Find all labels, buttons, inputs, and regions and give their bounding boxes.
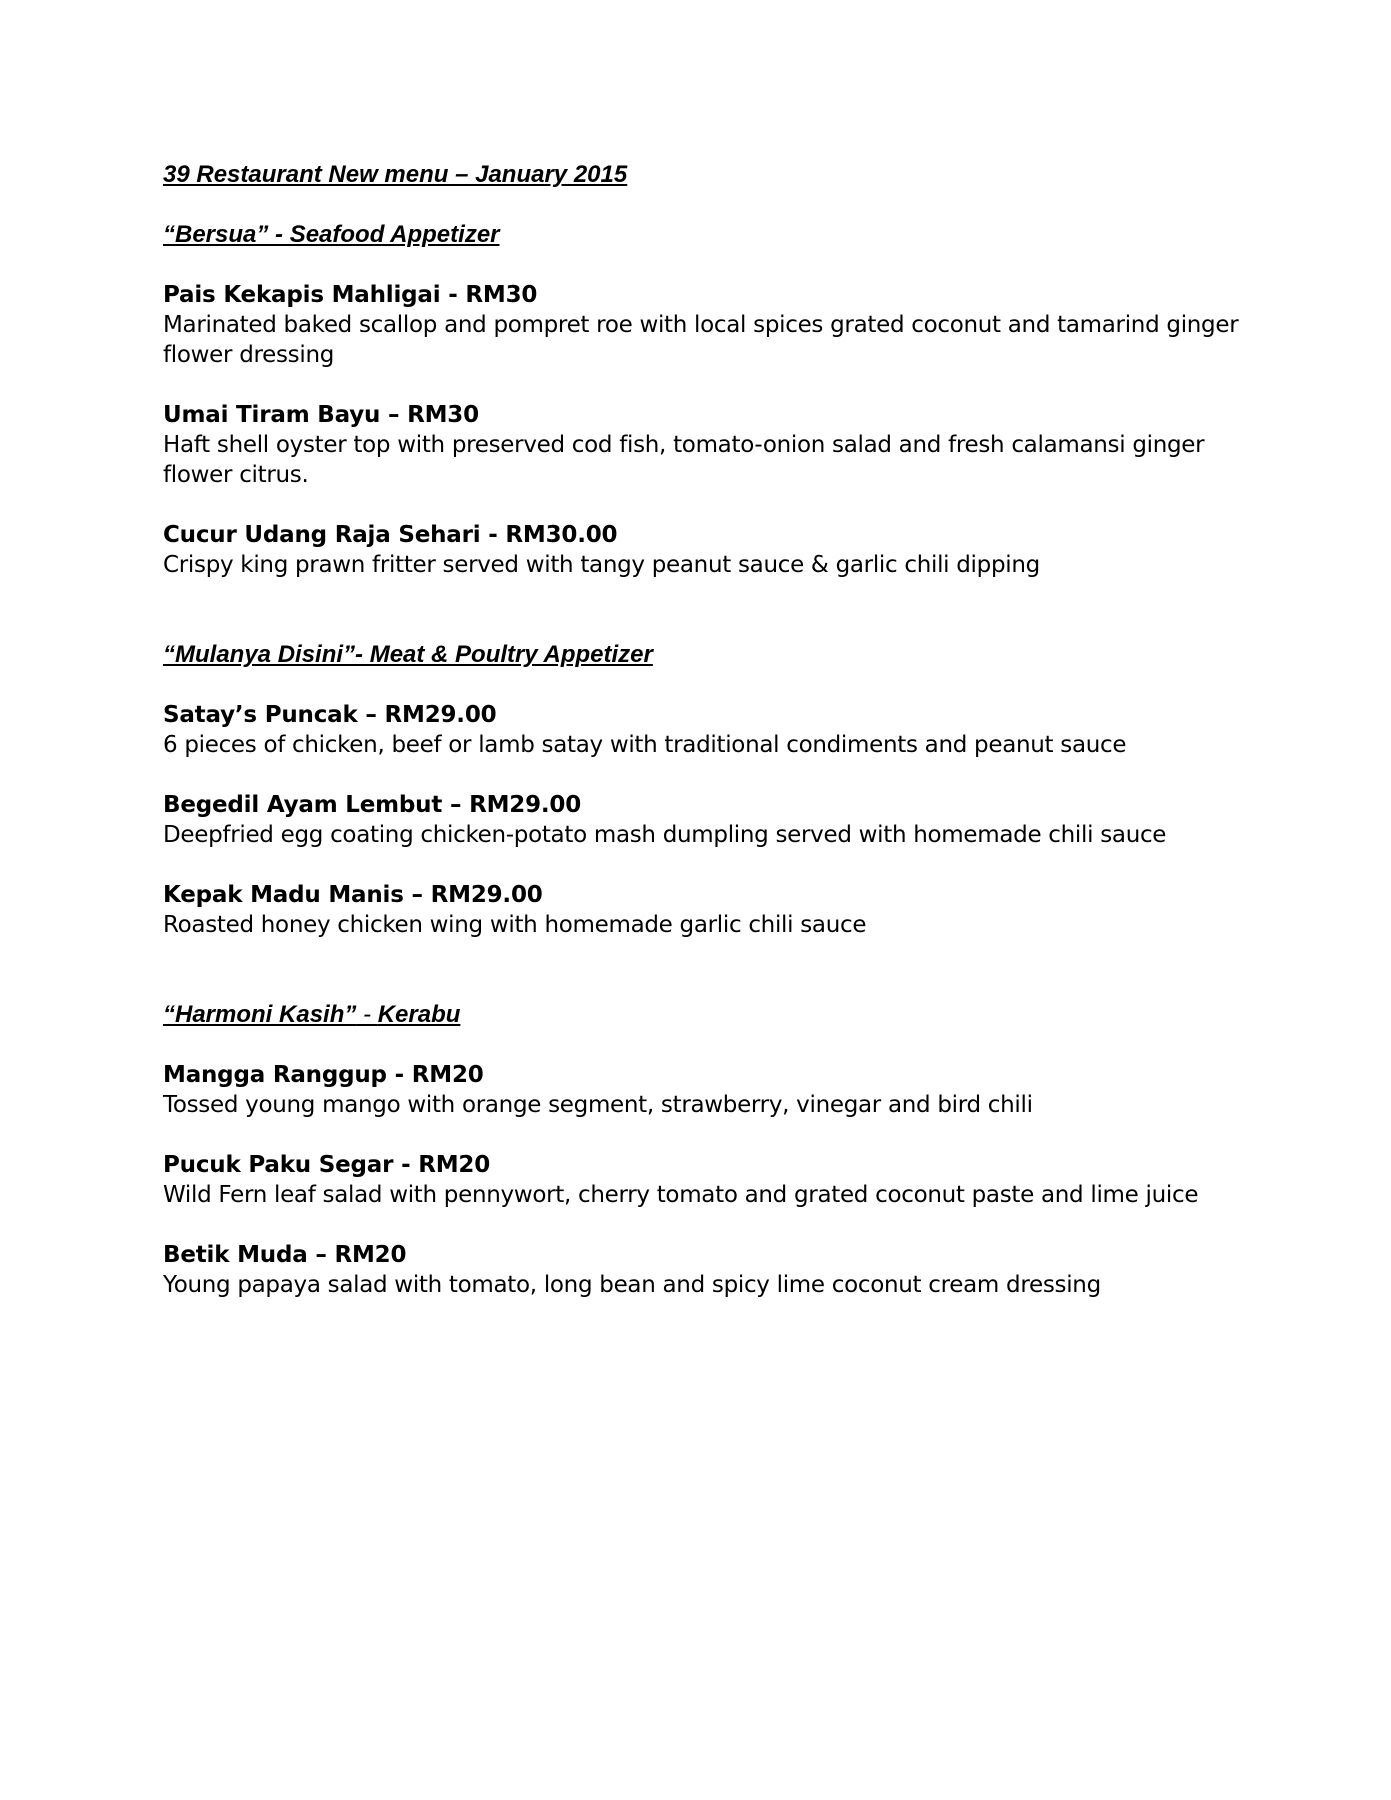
menu-item-name: Pucuk Paku Segar - RM20: [163, 1152, 491, 1178]
menu-item: [163, 790, 1243, 850]
menu-item-description: Crispy king prawn fritter served with tangy peanut sauce & garlic chili dipping: [163, 552, 1040, 578]
section-heading-separator: -: [356, 1001, 378, 1028]
menu-item-description: Marinated baked scallop and pompret roe with local spices grated coconut and tamarind ginger flower dressing: [163, 312, 1239, 368]
menu-item-name: Cucur Udang Raja Sehari - RM30.00: [163, 522, 618, 548]
menu-item-description: Deepfried egg coating chicken-potato mash dumpling served with homemade chili sauce: [163, 822, 1167, 848]
section-heading: “Bersua” - Seafood Appetizer: [163, 221, 500, 248]
section-heading-subtitle: Kerabu: [377, 1001, 461, 1028]
page-title: 39 Restaurant New menu – January 2015: [163, 161, 628, 188]
menu-item-name: Pais Kekapis Mahligai - RM30: [163, 282, 538, 308]
menu-item-name: Satay’s Puncak – RM29.00: [163, 702, 497, 728]
section-heading: [163, 1000, 1243, 1030]
menu-item-name: Begedil Ayam Lembut – RM29.00: [163, 792, 582, 818]
menu-item-description: Haft shell oyster top with preserved cod fish, tomato-onion salad and fresh calamansi ginger flower citrus.: [163, 432, 1205, 488]
menu-item: [163, 280, 1243, 370]
menu-item: [163, 1240, 1243, 1300]
menu-item-description: Young papaya salad with tomato, long bean and spicy lime coconut cream dressing: [163, 1272, 1101, 1298]
menu-item-name: Betik Muda – RM20: [163, 1242, 407, 1268]
section-heading-title: “Harmoni Kasih”: [163, 1001, 357, 1028]
menu-item: [163, 1150, 1243, 1210]
menu-item-description: Wild Fern leaf salad with pennywort, cherry tomato and grated coconut paste and lime juice: [163, 1182, 1199, 1208]
menu-item-description: Roasted honey chicken wing with homemade garlic chili sauce: [163, 912, 867, 938]
menu-page: [163, 160, 1243, 1300]
menu-item-name: Kepak Madu Manis – RM29.00: [163, 882, 543, 908]
section-kerabu: [163, 1000, 1243, 1300]
menu-item: [163, 880, 1243, 940]
section-heading: “Mulanya Disini”- Meat & Poultry Appetizer: [163, 641, 653, 668]
menu-item-name: Umai Tiram Bayu – RM30: [163, 402, 479, 428]
menu-item-name: Mangga Ranggup - RM20: [163, 1062, 484, 1088]
menu-item: [163, 400, 1243, 490]
menu-item: [163, 1060, 1243, 1120]
menu-item: [163, 700, 1243, 760]
section-meat-poultry-appetizer: [163, 640, 1243, 940]
menu-item-description: Tossed young mango with orange segment, strawberry, vinegar and bird chili: [163, 1092, 1033, 1118]
menu-item-description: 6 pieces of chicken, beef or lamb satay with traditional condiments and peanut sauce: [163, 732, 1127, 758]
section-seafood-appetizer: [163, 220, 1243, 580]
menu-item: [163, 520, 1243, 580]
